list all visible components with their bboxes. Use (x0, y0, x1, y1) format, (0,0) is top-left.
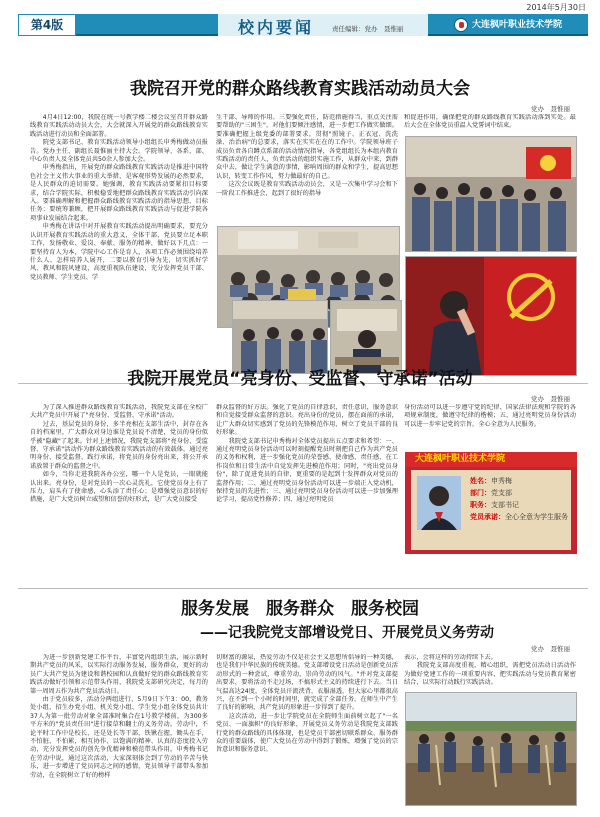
article-2-col2: 群众监督的好方法。强化了党员的自律意识，责任意识，服务意识和自觉接受群众监督的意识。亮出身份的党员，摆在面前的承诺，让广大群众切实感到了党员的先锋模范作用，树立了党员干部的良好形象。 我院党支部书记申秀梅对全体党员提出五点要求和希望：一、通过亮明党员身份活动可以时刻提醒党员时刻把自己作为共产党员的义务和权利，进一步强化党员的荣誉感、使命感、责任感，在工作岗位和日常生活中自觉发挥先进模范作用；同时，"亮出党员身份"，除了促进党员的自律，更重要的是起到十发挥群众对党员的监督作用；二、通过亮明党员身份活动可以进一步端正入党动机，保持党员的先进性；三、通过亮明党员身份活动可以进一步加强理论学习，提高党性修养；四、通过亮明党员 (216, 404, 398, 504)
article-1-title: 我院召开党的群众路线教育实践活动动员大会 (130, 79, 470, 99)
page-number: 第4版 (18, 14, 76, 36)
article-3-col3: 表示，会将这样的劳动持续下去。 我院党支部高度重视，精心组织，需把党员活动日活动作为做好党建工作的一项重要内容，把实践活动与党员教育紧密结合，以实际行动践行实践活动。 (404, 654, 576, 687)
section-title: 校内要闻 (238, 18, 315, 37)
card-dept: 党支部 (491, 489, 512, 497)
article-3-title: 服务发展 服务群众 服务校园 (181, 599, 419, 619)
article-3-byline: 党办 聂惟丽 (531, 645, 570, 653)
article-3-col2: 切财富的源泉，热爱劳动不仅是社会主义思想所倡导的一种美德，也是我们中华民族的传统美德。党支部增设党日活动是创新党员活动形式的一种尝试，尊重劳动，崇尚劳动的风气。"并对党支部提出要求，要将活动不走过场，不搞形式主义的持续进行下去。当日气温高达24度，全体党员汗流浃背，衣服湿透，但大家心里都很高兴，在不到一个小时的时间里，就完成了全部任务。在师生中产生了良好的影响，共产党员的形象进一步得到了提升。 这次活动，进一步让学院党员在全院师生面前树立起了"一名党员、一面旗帜"的良好形象，开展党员义务劳动是我院党支部践行党的群众路线的具体体现，也是党员干部密切联系群众、服务群众的重要载体，使广大党员在劳动中得到了锻炼，增强了党员的宗旨意识和服务意识。 (216, 654, 398, 754)
labor-photo (405, 692, 577, 806)
article-1-col1: 4月4日12:00，我院在统一号教学楼二楼会议室召开群众路线教育实践活动动员大会，大会就深入开展党的群众路线教育实践活动进行动员和全面部署。 院党支部书记、教育实践活动领导小组组长申秀梅做动员报告。党办主任、副组长聂惟丽主持大会。学院领导、各系、部、中心负责人及全体党员共50余人参加大会。 申秀梅指出，开展党的群众路线教育实践活动是推进中国特色社会主义伟大事业的重大举措，是客观形势发展的必然要求，是人民群众的迫切需要。她强调，教育实践活动要紧扣目标要求，结合学院实际，积极稳妥地把群众路线教育实践活动引向深入。要准确理解和把握群众路线教育实践活动的指导思想、目标任务；要统筹兼顾，把开展群众路线教育实践活动与促进学院各项事业发展结合起来。 申秀梅在讲话中对开展教育实践活动提出明确要求，要充分认识开展教育实践活动的重大意义，全体干部、党员要立足本职工作，发扬敬业、爱岗、奉献、服务的精神，做好以下几点：一要坚持育人为本，学院中心工作是育人，各项工作必须围绕培养什么人、怎样培养人展开，二要以教育引导为先，切实抓好学风、教风和院风建设，高度重视队伍建设，充分发挥党员干部、党员教师、学生党员、学 (30, 114, 208, 281)
article-3-subtitle: ——记我院党支部增设党日、开展党员义务劳动 (200, 625, 494, 641)
article-2-byline: 党办 聂惟丽 (531, 395, 570, 403)
article-1-col3: 和促进作用，确保把党的群众路线教育实践活动落到实处。最后大会在全体党员重温入党誓词中结束。 (404, 114, 576, 130)
card-pledge-label: 党员承诺： (470, 513, 505, 521)
card-name: 申秀梅 (491, 477, 512, 485)
section-divider-2 (18, 588, 588, 589)
issue-date: 2014年5月30日 (526, 3, 586, 12)
meeting-photo-audience (232, 300, 328, 374)
card-post: 支部书记 (491, 501, 519, 509)
card-school-name: 大连枫叶职业技术学院 (405, 452, 577, 467)
article-1-col2: 生干部、导师的作用。三要强化责任，防范措施得当，重点关注需要帮助的"三困生"，对他们要倾注感情，进一步把工作做实做细。要准确把握上级党委的部署要求，贯彻"照镜子、正衣冠、洗洗澡、治治病"的总要求，落实在实实在在的工作中。学院领导班子成员负责各自蹲点系部的活动情况指导，各党组组长为本组内教育实践活动的责任人，负责活动的组织实施工作，从群众中来，到群众中去，做让学生满意的事情，影响周围的群众和学生，提高思想认识，转变工作作风，努力做最好的自己。 这次会议既是教育实践活动动员会，又是一次集中学习会和下一阶段工作推进会，起到了很好的指导 (216, 114, 398, 197)
meeting-photo-oath (405, 256, 577, 376)
article-1-byline: 党办 聂惟丽 (531, 105, 570, 113)
school-name: 大连枫叶职业技术学院 (472, 20, 563, 30)
meeting-photo-flag (405, 136, 577, 252)
member-portrait-icon (417, 476, 461, 530)
article-3-col1: 为进一步创新党建工作平台，丰富党内组织生活，展示新时期共产党员的风采，以实际行动服务发展，服务群众，更好的动员广大共产党员为建设和谐校园和认真做好党的群众路线教育实践活动做好引领和示范带头作用，我院党支部研究决定，每月的第一周周五作为共产党员活动日。 由于党员较多，活动分两组进行，5月9日下午3：00，教务处小组、招生办党小组、机关党小组、学生党小组全体党员共计37人为第一批劳动对象全部准时集合在1号教学楼前，为300多平方米的"党员责任田"进行接草和翻土的义务劳动。劳动中，不论平时工作中是校长、还是处长等干部，铁锹在握，锄头在手，不怕脏、不怕累，相互协作、以饱满的精神、认真的态度投入劳动，充分发挥党员的创先争优精神和模范带头作用。申秀梅书记在劳动中说，通过这次活动，大家深刻体会到了劳动的辛苦与快乐，进一步增进了党员同志之间的感情，党员领导干部带头参加劳动，在全院树立了好的榜样 (30, 654, 208, 779)
article-2-col3: 身份活动可以进一步遵守党的纪律、国家法律法规和学院的各项规章制度，做遵守纪律的楷模；五、通过亮明党员身份活动可以进一步牢记党的宗旨，全心全意为人民服务。 (404, 404, 576, 428)
meeting-photo-speaker (330, 300, 402, 374)
card-name-label: 姓名： (470, 477, 491, 485)
card-dept-label: 部门： (470, 489, 491, 497)
article-2-col1: 为了深入推进群众路线教育实践活动，我院党支部在全校广大共产党员中开展了"亮身份、受监督、守承诺"活动。 过去，基层党员的身份，多半亮相在支部生活中，封存在各自的档案里，广大群众对身边谁是党员说不清楚，党员的身份似乎被"隐藏"了起来。针对上述情况，我院党支部将"亮身份、受监督、守承诺"活动作为群众路线教育实践活动的有效载体，通过亮明身份、接受监督、践行承诺，将党员的身份亮出来，将公开承诺放置于群众的监督之中。 如今，当你走进我院各办公室，哪一个人是党员，一眼就能认出来。亮身份，是对党员的一次心灵洗礼，它使党员身上有了压力，肩头有了使命感，心头添了责任心；是增强党员意识的好措施，是广大党员树立威望和信誉的好形式，是广大党员接受 (30, 404, 208, 504)
party-member-card (405, 452, 577, 554)
article-2-title: 我院开展党员“亮身份、受监督、守承诺”活动 (127, 369, 473, 389)
card-post-label: 职务： (470, 501, 491, 509)
editor-label: 责任编辑：党办 聂惟丽 (332, 25, 404, 33)
card-pledge: 全心全意为学生服务 (505, 513, 568, 521)
